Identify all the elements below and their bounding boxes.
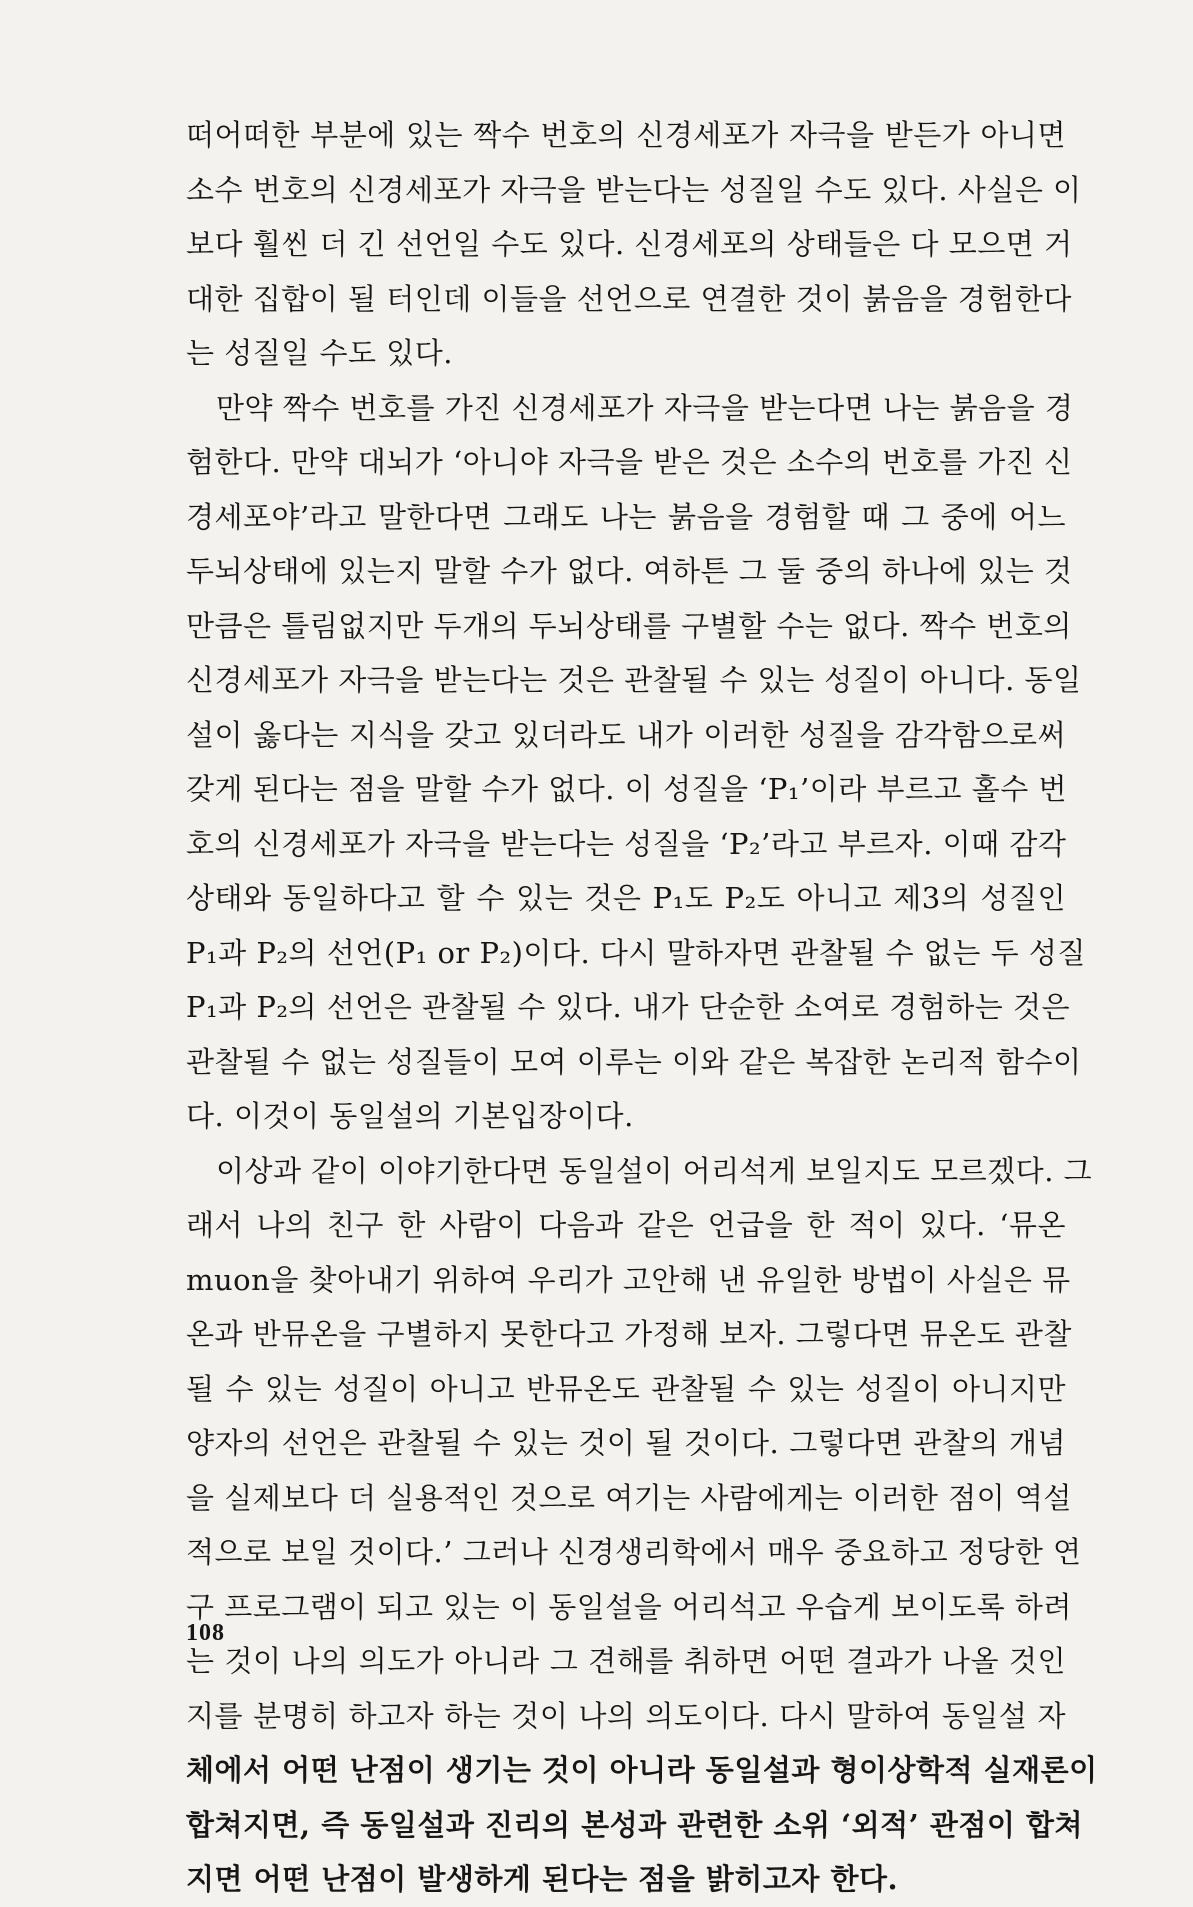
text-line: 양자의 선언은 관찰될 수 있는 것이 될 것이다. 그렇다면 관찰의 개념 — [186, 1426, 1066, 1460]
text-line: 갖게 된다는 점을 말할 수가 없다. 이 성질을 ‘P₁’이라 부르고 홀수 번 — [186, 772, 1068, 806]
text-line: 적으로 보일 것이다.’ 그러나 신경생리학에서 매우 중요하고 정당한 연 — [186, 1535, 1082, 1569]
text-line: 다. 이것이 동일설의 기본입장이다. — [186, 1099, 634, 1133]
text-line: 대한 집합이 될 터인데 이들을 선언으로 연결한 것이 붉음을 경험한다 — [186, 281, 1072, 316]
text-line: 신경세포가 자극을 받는다는 것은 관찰될 수 있는 성질이 아니다. 동일 — [186, 663, 1082, 697]
text-line: 래서 나의 친구 한 사람이 다음과 같은 언급을 한 적이 있다. ‘뮤온 — [186, 1208, 1066, 1242]
text-line: 설이 옳다는 지식을 갖고 있더라도 내가 이러한 성질을 감각함으로써 — [186, 717, 1066, 752]
text-line: 합쳐지면, 즉 동일설과 진리의 본성과 관련한 소위 ‘외적’ 관점이 합쳐 — [186, 1807, 1084, 1842]
text-line: 호의 신경세포가 자극을 받는다는 성질을 ‘P₂’라고 부르자. 이때 감각 — [186, 826, 1067, 861]
text-line: 는 성질일 수도 있다. — [186, 336, 453, 370]
text-line: 관찰될 수 없는 성질들이 모여 이루는 이와 같은 복잡한 논리적 함수이 — [186, 1044, 1082, 1079]
text-line: 험한다. 만약 대뇌가 ‘아니야 자극을 받은 것은 소수의 번호를 가진 신 — [186, 445, 1073, 479]
text-line: 는 것이 나의 의도가 아니라 그 견해를 취하면 어떤 결과가 나올 것인 — [186, 1644, 1066, 1678]
text-line: 이상과 같이 이야기한다면 동일설이 어리석게 보일지도 모르겠다. 그 — [216, 1153, 1093, 1188]
text-line: 체에서 어떤 난점이 생기는 것이 아니라 동일설과 형이상학적 실재론이 — [186, 1753, 1098, 1787]
text-line: 상태와 동일하다고 할 수 있는 것은 P₁도 P₂도 아니고 제3의 성질인 — [186, 881, 1066, 915]
paragraph-3 — [186, 1144, 1098, 1907]
text-line: 온과 반뮤온을 구별하지 못한다고 가정해 보자. 그렇다면 뮤온도 관찰 — [186, 1317, 1072, 1351]
text-line: 지면 어떤 난점이 발생하게 된다는 점을 밝히고자 한다. — [186, 1862, 899, 1896]
text-line: muon을 찾아내기 위하여 우리가 고안해 낸 유일한 방법이 사실은 뮤 — [186, 1262, 1071, 1297]
text-line: 두뇌상태에 있는지 말할 수가 없다. 여하튼 그 둘 중의 하나에 있는 것 — [186, 554, 1073, 588]
text-line: 구 프로그램이 되고 있는 이 동일설을 어리석고 우습게 보이도록 하려 — [186, 1589, 1072, 1624]
body-text — [186, 108, 1098, 1907]
text-line: 보다 훨씬 더 긴 선언일 수도 있다. 신경세포의 상태들은 다 모으면 거 — [186, 227, 1073, 261]
text-line: P₁과 P₂의 선언(P₁ or P₂)이다. 다시 말하자면 관찰될 수 없는 두 성질 — [186, 935, 1086, 970]
text-line: 될 수 있는 성질이 아니고 반뮤온도 관찰될 수 있는 성질이 아니지만 — [186, 1371, 1066, 1406]
paragraph-1 — [186, 108, 1082, 381]
text-line: 지를 분명히 하고자 하는 것이 나의 의도이다. 다시 말하여 동일설 자 — [186, 1698, 1066, 1733]
text-line: 만큼은 틀림없지만 두개의 두뇌상태를 구별할 수는 없다. 짝수 번호의 — [186, 608, 1072, 643]
text-line: 소수 번호의 신경세포가 자극을 받는다는 성질일 수도 있다. 사실은 이 — [186, 172, 1082, 207]
text-line: P₁과 P₂의 선언은 관찰될 수 있다. 내가 단순한 소여로 경험하는 것은 — [186, 990, 1071, 1024]
page-number: 108 — [186, 1620, 225, 1646]
text-line: 만약 짝수 번호를 가진 신경세포가 자극을 받는다면 나는 붉음을 경 — [216, 390, 1074, 425]
paragraph-2 — [186, 381, 1086, 1144]
text-line: 을 실제보다 더 실용적인 것으로 여기는 사람에게는 이러한 점이 역설 — [186, 1480, 1072, 1515]
text-line: 경세포야’라고 말한다면 그래도 나는 붉음을 경험할 때 그 중에 어느 — [186, 499, 1066, 534]
text-line: 떠어떠한 부분에 있는 짝수 번호의 신경세포가 자극을 받든가 아니면 — [186, 118, 1066, 152]
